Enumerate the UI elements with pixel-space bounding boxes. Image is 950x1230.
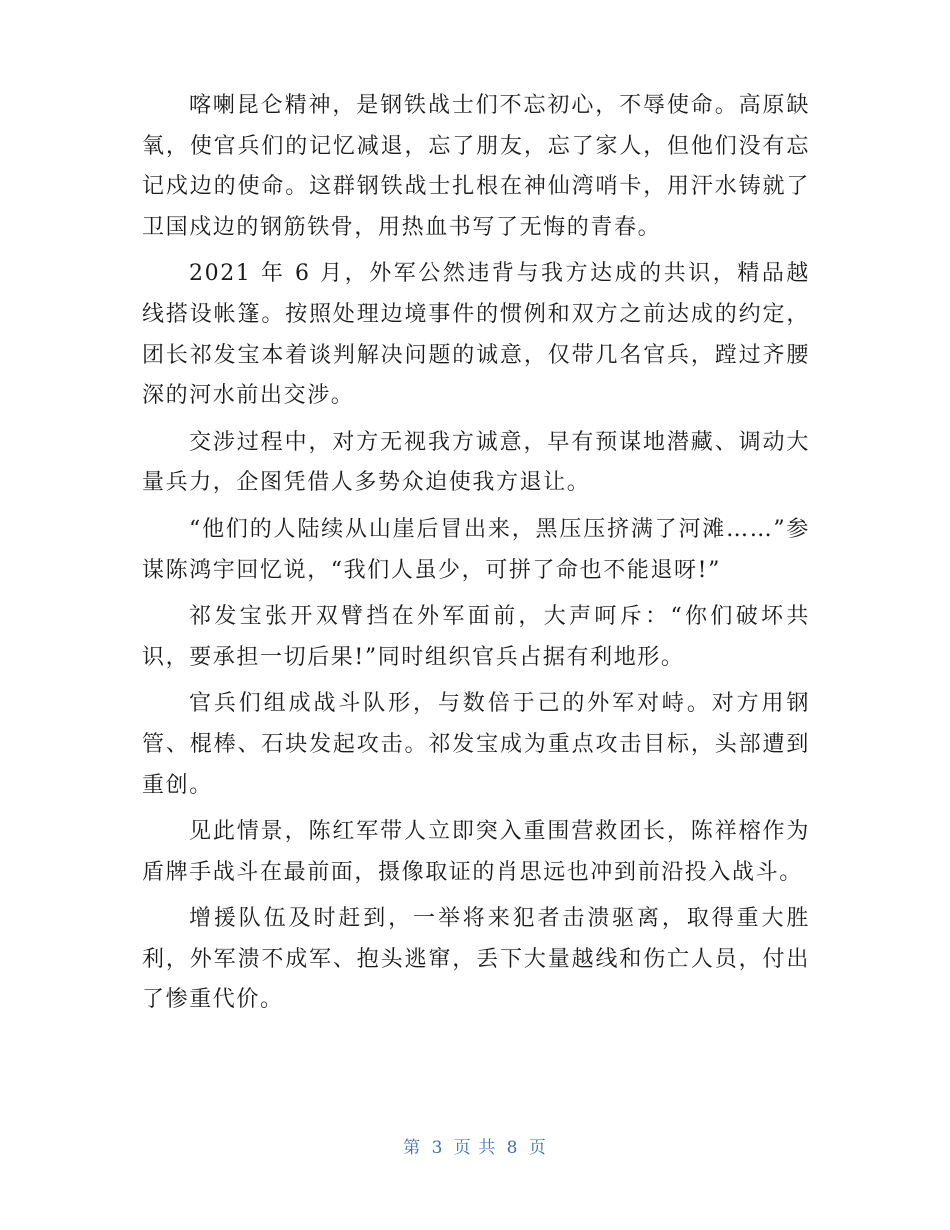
- paragraph: 祁发宝张开双臂挡在外军面前，大声呵斥：“你们破坏共识，要承担一切后果!”同时组织官兵占据有利地形。: [142, 604, 810, 670]
- current-page-number: 3: [431, 1138, 444, 1158]
- paragraph: 官兵们组成战斗队形，与数倍于己的外军对峙。对方用钢管、棍棒、石块发起攻击。祁发宝成为重点攻击目标，头部遭到重创。: [142, 691, 810, 798]
- footer-label-page: 第: [403, 1138, 422, 1158]
- paragraph: 见此情景，陈红军带人立即突入重围营救团长，陈祥榕作为盾牌手战斗在最前面，摄像取证的肖思远也冲到前沿投入战斗。: [142, 819, 810, 885]
- paragraph: 增援队伍及时赶到，一举将来犯者击溃驱离，取得重大胜利，外军溃不成军、抱头逃窜，丢下大量越线和伤亡人员，付出了惨重代价。: [142, 906, 810, 1013]
- paragraph: 交涉过程中，对方无视我方诚意，早有预谋地潜藏、调动大量兵力，企图凭借人多势众迫使我方退让。: [142, 429, 810, 496]
- document-body: [142, 86, 810, 1027]
- paragraph: 喀喇昆仑精神，是钢铁战士们不忘初心，不辱使命。高原缺氧，使官兵们的记忆减退，忘了朋友，忘了家人，但他们没有忘记戍边的使命。这群钢铁战士扎根在神仙湾哨卡，用汗水铸就了卫国戍边的钢筋铁骨，用热血书写了无悔的青春。: [142, 93, 810, 240]
- paragraph: “他们的人陆续从山崖后冒出来，黑压压挤满了河滩……”参谋陈鸿宇回忆说，“我们人虽少，可拼了命也不能退呀!”: [142, 516, 810, 583]
- footer-label-of: 页 共: [453, 1138, 497, 1158]
- total-pages-number: 8: [506, 1138, 519, 1158]
- footer-label-end: 页: [528, 1138, 547, 1158]
- page-footer: [0, 1133, 950, 1158]
- paragraph: 2021 年 6 月，外军公然违背与我方达成的共识，精品越线搭设帐篷。按照处理边境事件的惯例和双方之前达成的约定，团长祁发宝本着谈判解决问题的诚意，仅带几名官兵，蹚过齐腰深的河水前出交涉。: [142, 261, 810, 409]
